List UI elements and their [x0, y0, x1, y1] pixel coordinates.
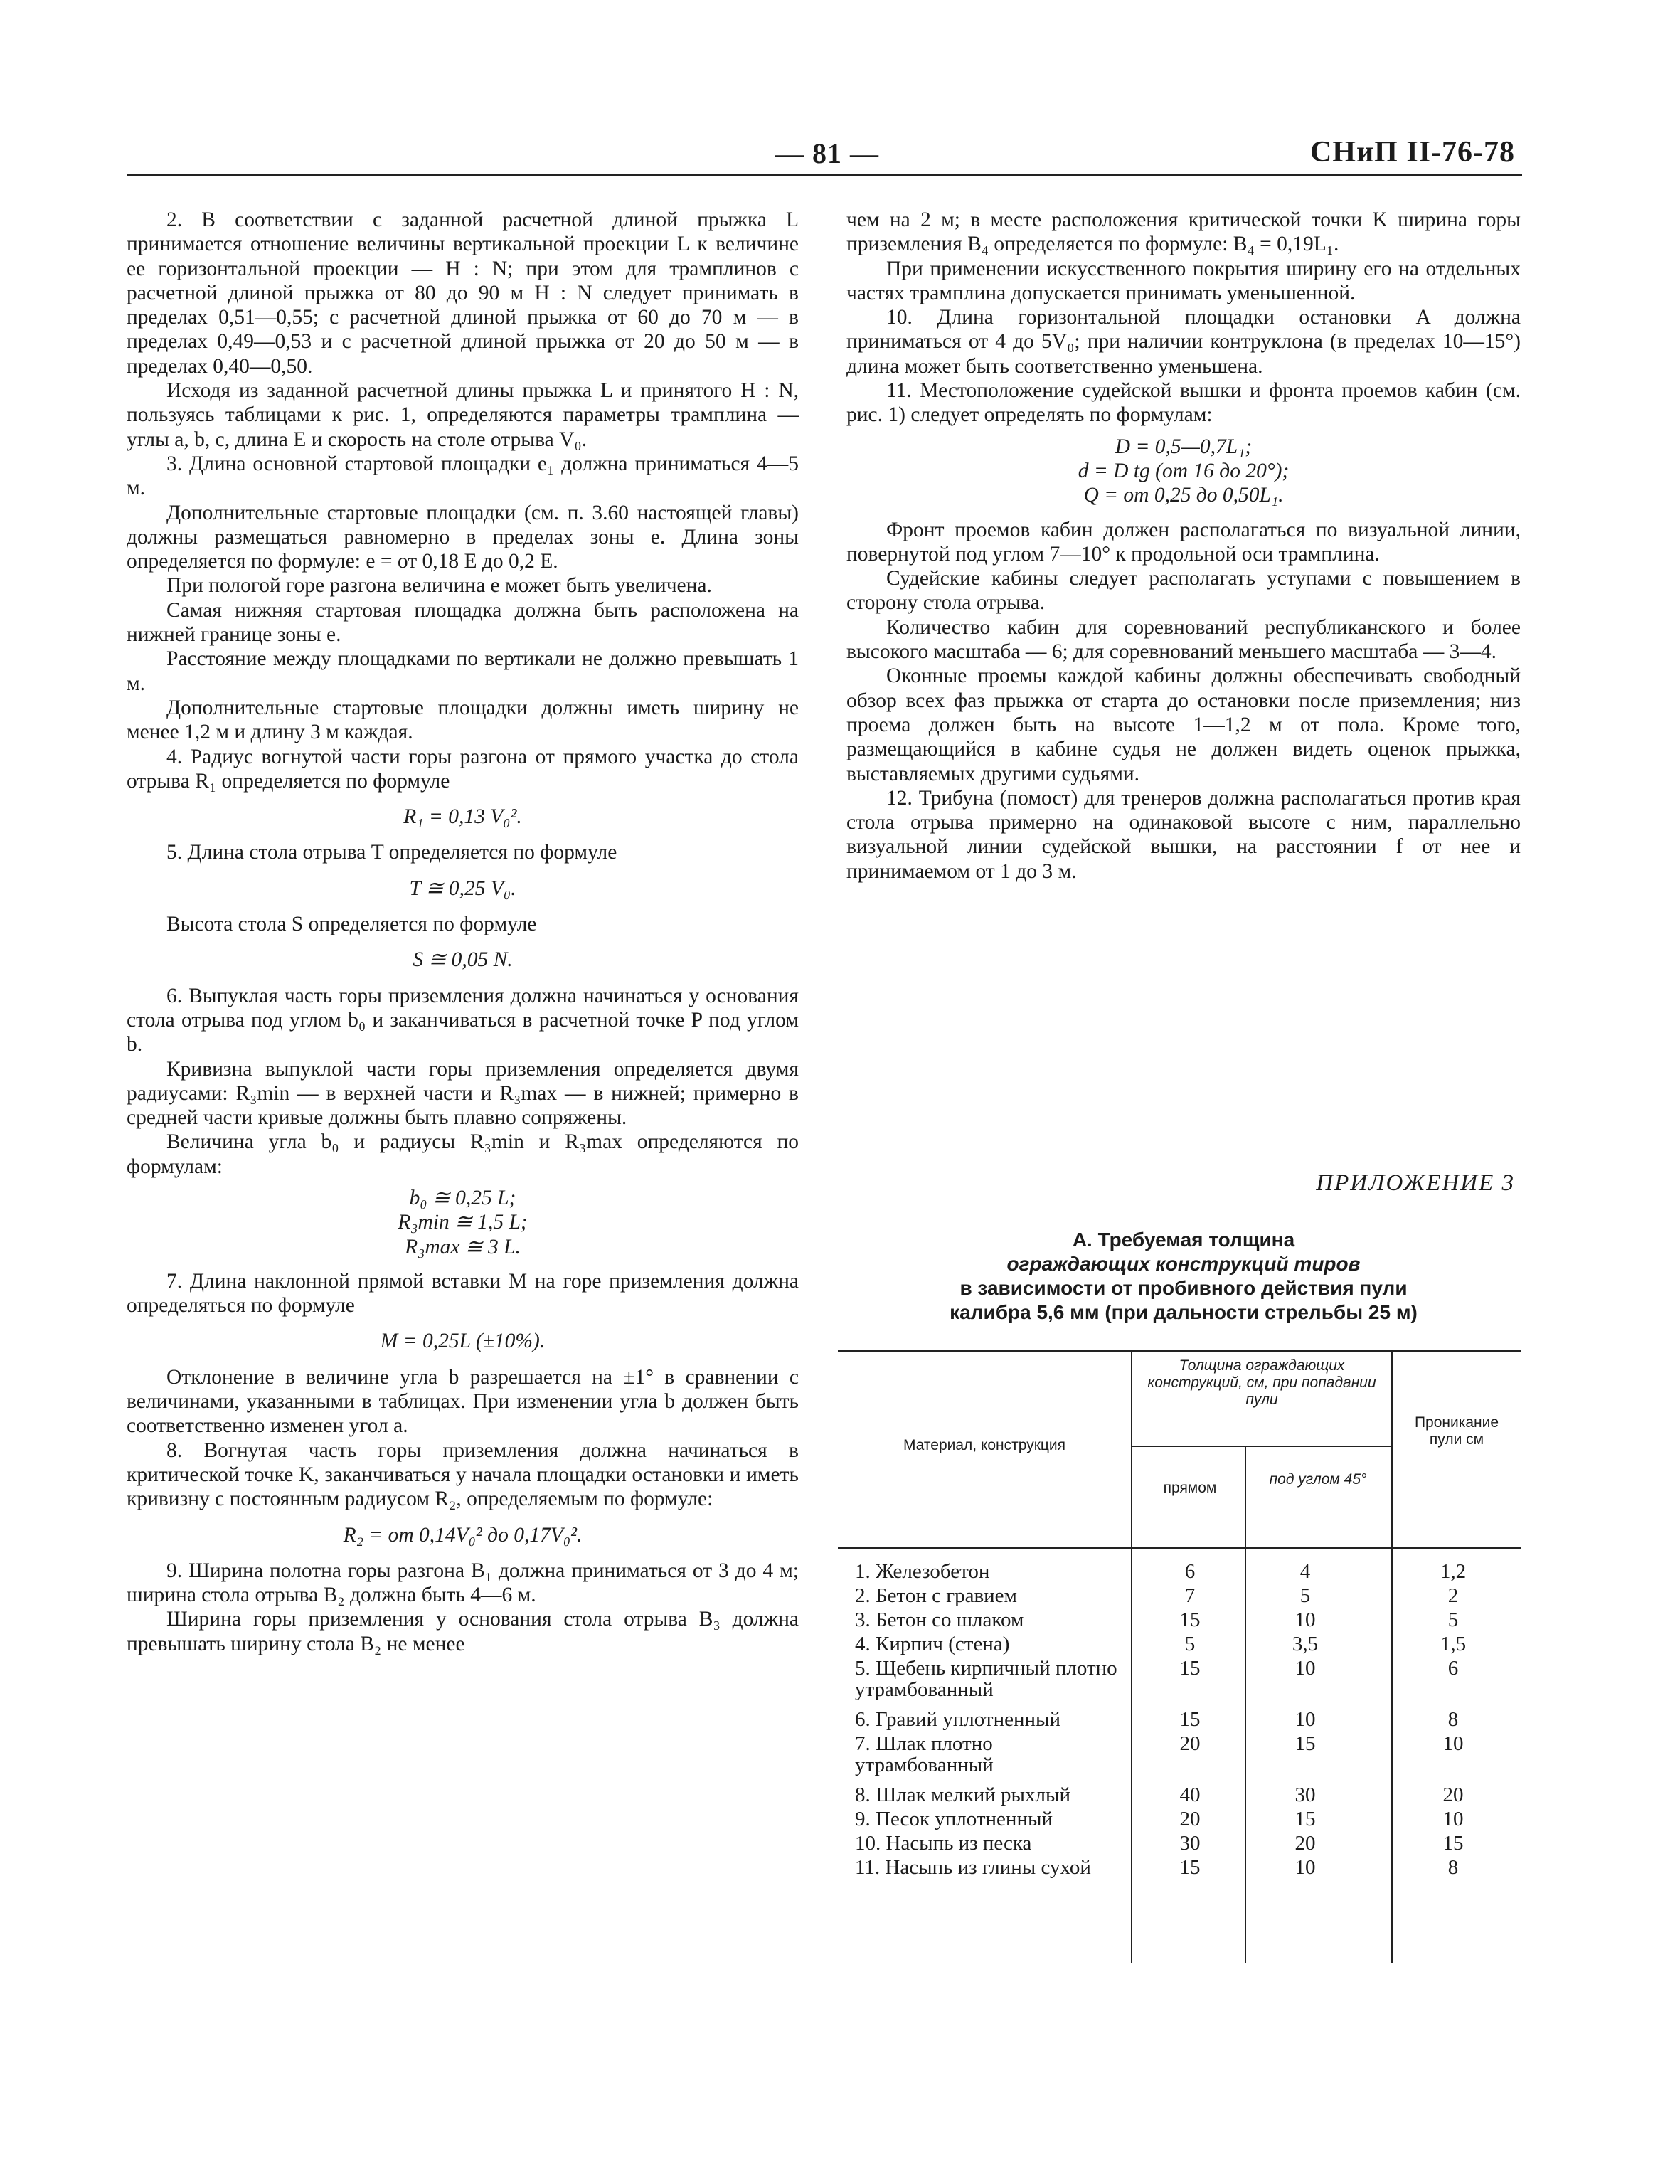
thickness-direct: 5	[1184, 1633, 1196, 1655]
material-name: 1. Железобетон	[855, 1560, 990, 1583]
penetration: 1,2	[1440, 1560, 1467, 1583]
paragraph: Исходя из заданной расчетной длины прыжка L и принятого H : N, пользуясь таблицами к рис. 1, определяются параметры трамплина — углы a, b, c, длина E и скорость на столе отрыва V₀.	[127, 379, 799, 451]
paragraph: Величина угла b₀ и радиусы R₃min и R₃max определяются по формулам:	[127, 1130, 799, 1178]
penetration: 1,5	[1440, 1633, 1467, 1655]
appendix-label: ПРИЛОЖЕНИЕ 3	[1316, 1170, 1515, 1196]
material-name: 10. Насыпь из песка	[855, 1832, 1032, 1855]
penetration: 5	[1447, 1608, 1459, 1631]
material-name: 5. Щебень кирпичный плотно утрамбованный	[855, 1657, 1117, 1701]
material-name: 2. Бетон с гравием	[855, 1584, 1017, 1607]
paragraph: Фронт проемов кабин должен располагаться по визуальной линии, повернутой под углом 7—10° к продольной оси трамплина.	[846, 518, 1521, 566]
table-subheader-rule	[1131, 1446, 1391, 1447]
paragraph: При пологой горе разгона величина e может быть увеличена.	[166, 574, 712, 598]
thickness-angle: 10	[1294, 1856, 1316, 1879]
penetration: 8	[1447, 1708, 1459, 1731]
penetration: 20	[1442, 1783, 1464, 1806]
material-name: 8. Шлак мелкий рыхлый	[855, 1783, 1070, 1806]
paragraph: Самая нижняя стартовая площадка должна быть расположена на нижней границе зоны e.	[127, 598, 799, 647]
table-header-rule	[838, 1547, 1521, 1549]
paragraph: 8. Вогнутая часть горы приземления должна начинаться в критической точке K, заканчиваться у начала площадки остановки и иметь кривизну с постоянным радиусом R₂, определяемым по формуле:	[127, 1438, 799, 1511]
formula: b₀ ≅ 0,25 L;	[409, 1186, 516, 1209]
formula-group	[127, 1186, 799, 1259]
column-header-penetration: Проникание пули см	[1414, 1414, 1499, 1448]
paragraph: Отклонение в величине угла b разрешается на ±1° в сравнении с величинами, указанными в таблицах. При изменении угла b должен быть соответственно изменен угол a.	[127, 1365, 799, 1438]
paragraph: Расстояние между площадками по вертикали не должно превышать 1 м.	[127, 647, 799, 695]
thickness-direct: 15	[1179, 1657, 1201, 1680]
thickness-angle: 30	[1294, 1783, 1316, 1806]
thickness-angle: 3,5	[1292, 1633, 1319, 1655]
formula: R₃min ≅ 1,5 L;	[398, 1211, 528, 1234]
formula: R₁ = 0,13 V₀².	[403, 805, 522, 829]
paragraph: Кривизна выпуклой части горы приземления определяется двумя радиусами: R₃min — в верхней части и R₃max — в нижней; примерно в средней части кривые должны быть плавно сопряжены.	[127, 1057, 799, 1130]
material-name: 3. Бетон со шлаком	[855, 1608, 1024, 1631]
table-title-line: калибра 5,6 мм (при дальности стрельбы 25 м)	[950, 1301, 1418, 1323]
thickness-direct: 20	[1179, 1732, 1201, 1755]
formula: d = D tg (от 16 до 20°);	[1078, 459, 1290, 482]
table-column-divider	[1245, 1447, 1246, 1963]
thickness-angle: 5	[1299, 1584, 1311, 1607]
paragraph: Дополнительные стартовые площадки (см. п. 3.60 настоящей главы) должны размещаться равномерно в пределах зоны e. Длина зоны определяется по формуле: e = от 0,18 E до 0,2 E.	[127, 501, 799, 573]
document-code: СНиП II-76-78	[1309, 136, 1515, 169]
material-name: 4. Кирпич (стена)	[855, 1633, 1010, 1655]
thickness-direct: 15	[1179, 1856, 1201, 1879]
paragraph: 2. В соответствии с заданной расчетной длиной прыжка L принимается отношение величины вертикальной проекции L к величине ее горизонтальной проекции — H : N; при этом для трамплинов с расчетной длиной прыжка от 80 до 90 м H : N следует принимать в пределах 0,51—0,55; с расчетной длиной прыжка от 60 до 70 м — в пределах 0,49—0,53 и с расчетной длиной прыжка от 20 до 50 м — в пределах 0,40—0,50.	[127, 208, 799, 378]
paragraph: 7. Длина наклонной прямой вставки M на горе приземления должна определяться по формуле	[127, 1269, 799, 1318]
penetration: 8	[1447, 1856, 1459, 1879]
paragraph: 4. Радиус вогнутой части горы разгона от прямого участка до стола отрыва R₁ определяется по формуле	[127, 745, 799, 793]
thickness-angle: 20	[1294, 1832, 1316, 1855]
penetration: 6	[1447, 1657, 1459, 1680]
paragraph: 11. Местоположение судейской вышки и фронта проемов кабин (см. рис. 1) следует определять по формулам:	[846, 379, 1521, 427]
column-header-material: Материал, конструкция	[903, 1437, 1066, 1453]
paragraph: Судейские кабины следует располагать уступами с повышением в сторону стола отрыва.	[846, 567, 1521, 615]
material-name: 9. Песок уплотненный	[855, 1808, 1053, 1830]
paragraph: 10. Длина горизонтальной площадки остановки A должна приниматься от 4 до 5V₀; при наличии контруклона (в пределах 10—15°) длина может быть соответственно уменьшена.	[846, 306, 1521, 378]
thickness-direct: 15	[1179, 1608, 1201, 1631]
table-title-line: в зависимости от пробивного действия пули	[959, 1277, 1408, 1299]
formula-group	[846, 435, 1521, 508]
formula: M = 0,25L (±10%).	[380, 1330, 546, 1353]
formula: Q = от 0,25 до 0,50L₁.	[1083, 484, 1284, 507]
penetration: 15	[1442, 1832, 1464, 1855]
thickness-angle: 4	[1299, 1560, 1311, 1583]
header-rule	[127, 174, 1522, 176]
paragraph: Оконные проемы каждой кабины должны обеспечивать свободный обзор всех фаз прыжка от старта до остановки после приземления; низ проема должен быть на высоте 1—1,2 м от пола. Кроме того, размещающийся в кабине судья не должен видеть оценок прыжка, выставляемых другими судьями.	[846, 664, 1521, 785]
table-title-line: А. Требуемая толщина	[1072, 1229, 1295, 1251]
paragraph: 5. Длина стола отрыва T определяется по формуле	[166, 841, 617, 864]
thickness-direct: 15	[1179, 1708, 1201, 1731]
thickness-direct: 6	[1184, 1560, 1196, 1583]
paragraph: Высота стола S определяется по формуле	[166, 913, 537, 936]
column-header-angle: под углом 45°	[1269, 1471, 1367, 1488]
table-title	[846, 1228, 1521, 1325]
material-name: 6. Гравий уплотненный	[855, 1708, 1061, 1731]
thickness-angle: 10	[1294, 1608, 1316, 1631]
paragraph: 12. Трибуна (помост) для тренеров должна располагаться против края стола отрыва примерно на одинаковой высоте с ним, параллельно визуальной линии судейской вышки, на расстоянии f от нее и принимаемом от 1 до 3 м.	[846, 786, 1521, 883]
left-column	[127, 208, 799, 1656]
formula: S ≅ 0,05 N.	[413, 948, 513, 972]
formula: D = 0,5—0,7L₁;	[1115, 435, 1253, 458]
formula: T ≅ 0,25 V₀.	[409, 876, 516, 900]
thickness-direct: 7	[1184, 1584, 1196, 1607]
right-column	[846, 208, 1521, 884]
paragraph: При применении искусственного покрытия ширину его на отдельных частях трамплина допускается принимать уменьшенной.	[846, 257, 1521, 304]
formula: R₂ = от 0,14V₀² до 0,17V₀².	[343, 1523, 583, 1547]
paragraph: чем на 2 м; в месте расположения критической точки K ширина горы приземления B₄ определяется по формуле: B₄ = 0,19L₁.	[846, 208, 1521, 256]
page-number: — 81 —	[775, 137, 879, 169]
material-name: 7. Шлак плотно утрамбованный	[855, 1732, 994, 1776]
penetration: 2	[1447, 1584, 1459, 1607]
column-header-thickness: Толщина ограждающих конструкций, см, при попадании пули	[1147, 1357, 1376, 1408]
thickness-angle: 10	[1294, 1657, 1316, 1680]
penetration: 10	[1442, 1732, 1464, 1755]
thickness-angle: 10	[1294, 1708, 1316, 1731]
thickness-direct: 30	[1179, 1832, 1201, 1855]
thickness-angle: 15	[1294, 1808, 1316, 1830]
thickness-direct: 40	[1179, 1783, 1201, 1806]
formula: R₃max ≅ 3 L.	[405, 1235, 521, 1258]
paragraph: 3. Длина основной стартовой площадки e₁ должна приниматься 4—5 м.	[127, 452, 799, 500]
paragraph: 9. Ширина полотна горы разгона B₁ должна приниматься от 3 до 4 м; ширина стола отрыва B₂ должна быть 4—6 м.	[127, 1559, 799, 1607]
table-title-line: ограждающих конструкций тиров	[1006, 1253, 1361, 1275]
thickness-direct: 20	[1179, 1808, 1201, 1830]
paragraph: Ширина горы приземления у основания стола отрыва B₃ должна превышать ширину стола B₂ не менее	[127, 1608, 799, 1655]
paragraph: Дополнительные стартовые площадки должны иметь ширину не менее 1,2 м и длину 3 м каждая.	[127, 696, 799, 744]
thickness-table	[838, 1350, 1521, 1963]
material-name: 11. Насыпь из глины сухой	[855, 1856, 1091, 1879]
paragraph: 6. Выпуклая часть горы приземления должна начинаться у основания стола отрыва под углом b₀ и заканчиваться в расчетной точке P под углом b.	[127, 984, 799, 1056]
penetration: 10	[1442, 1808, 1464, 1830]
thickness-angle: 15	[1294, 1732, 1316, 1755]
paragraph: Количество кабин для соревнований республиканского и более высокого масштаба — 6; для соревнований меньшего масштаба — 3—4.	[846, 615, 1521, 664]
table-top-rule	[838, 1350, 1521, 1352]
column-header-direct: прямом	[1163, 1480, 1217, 1496]
